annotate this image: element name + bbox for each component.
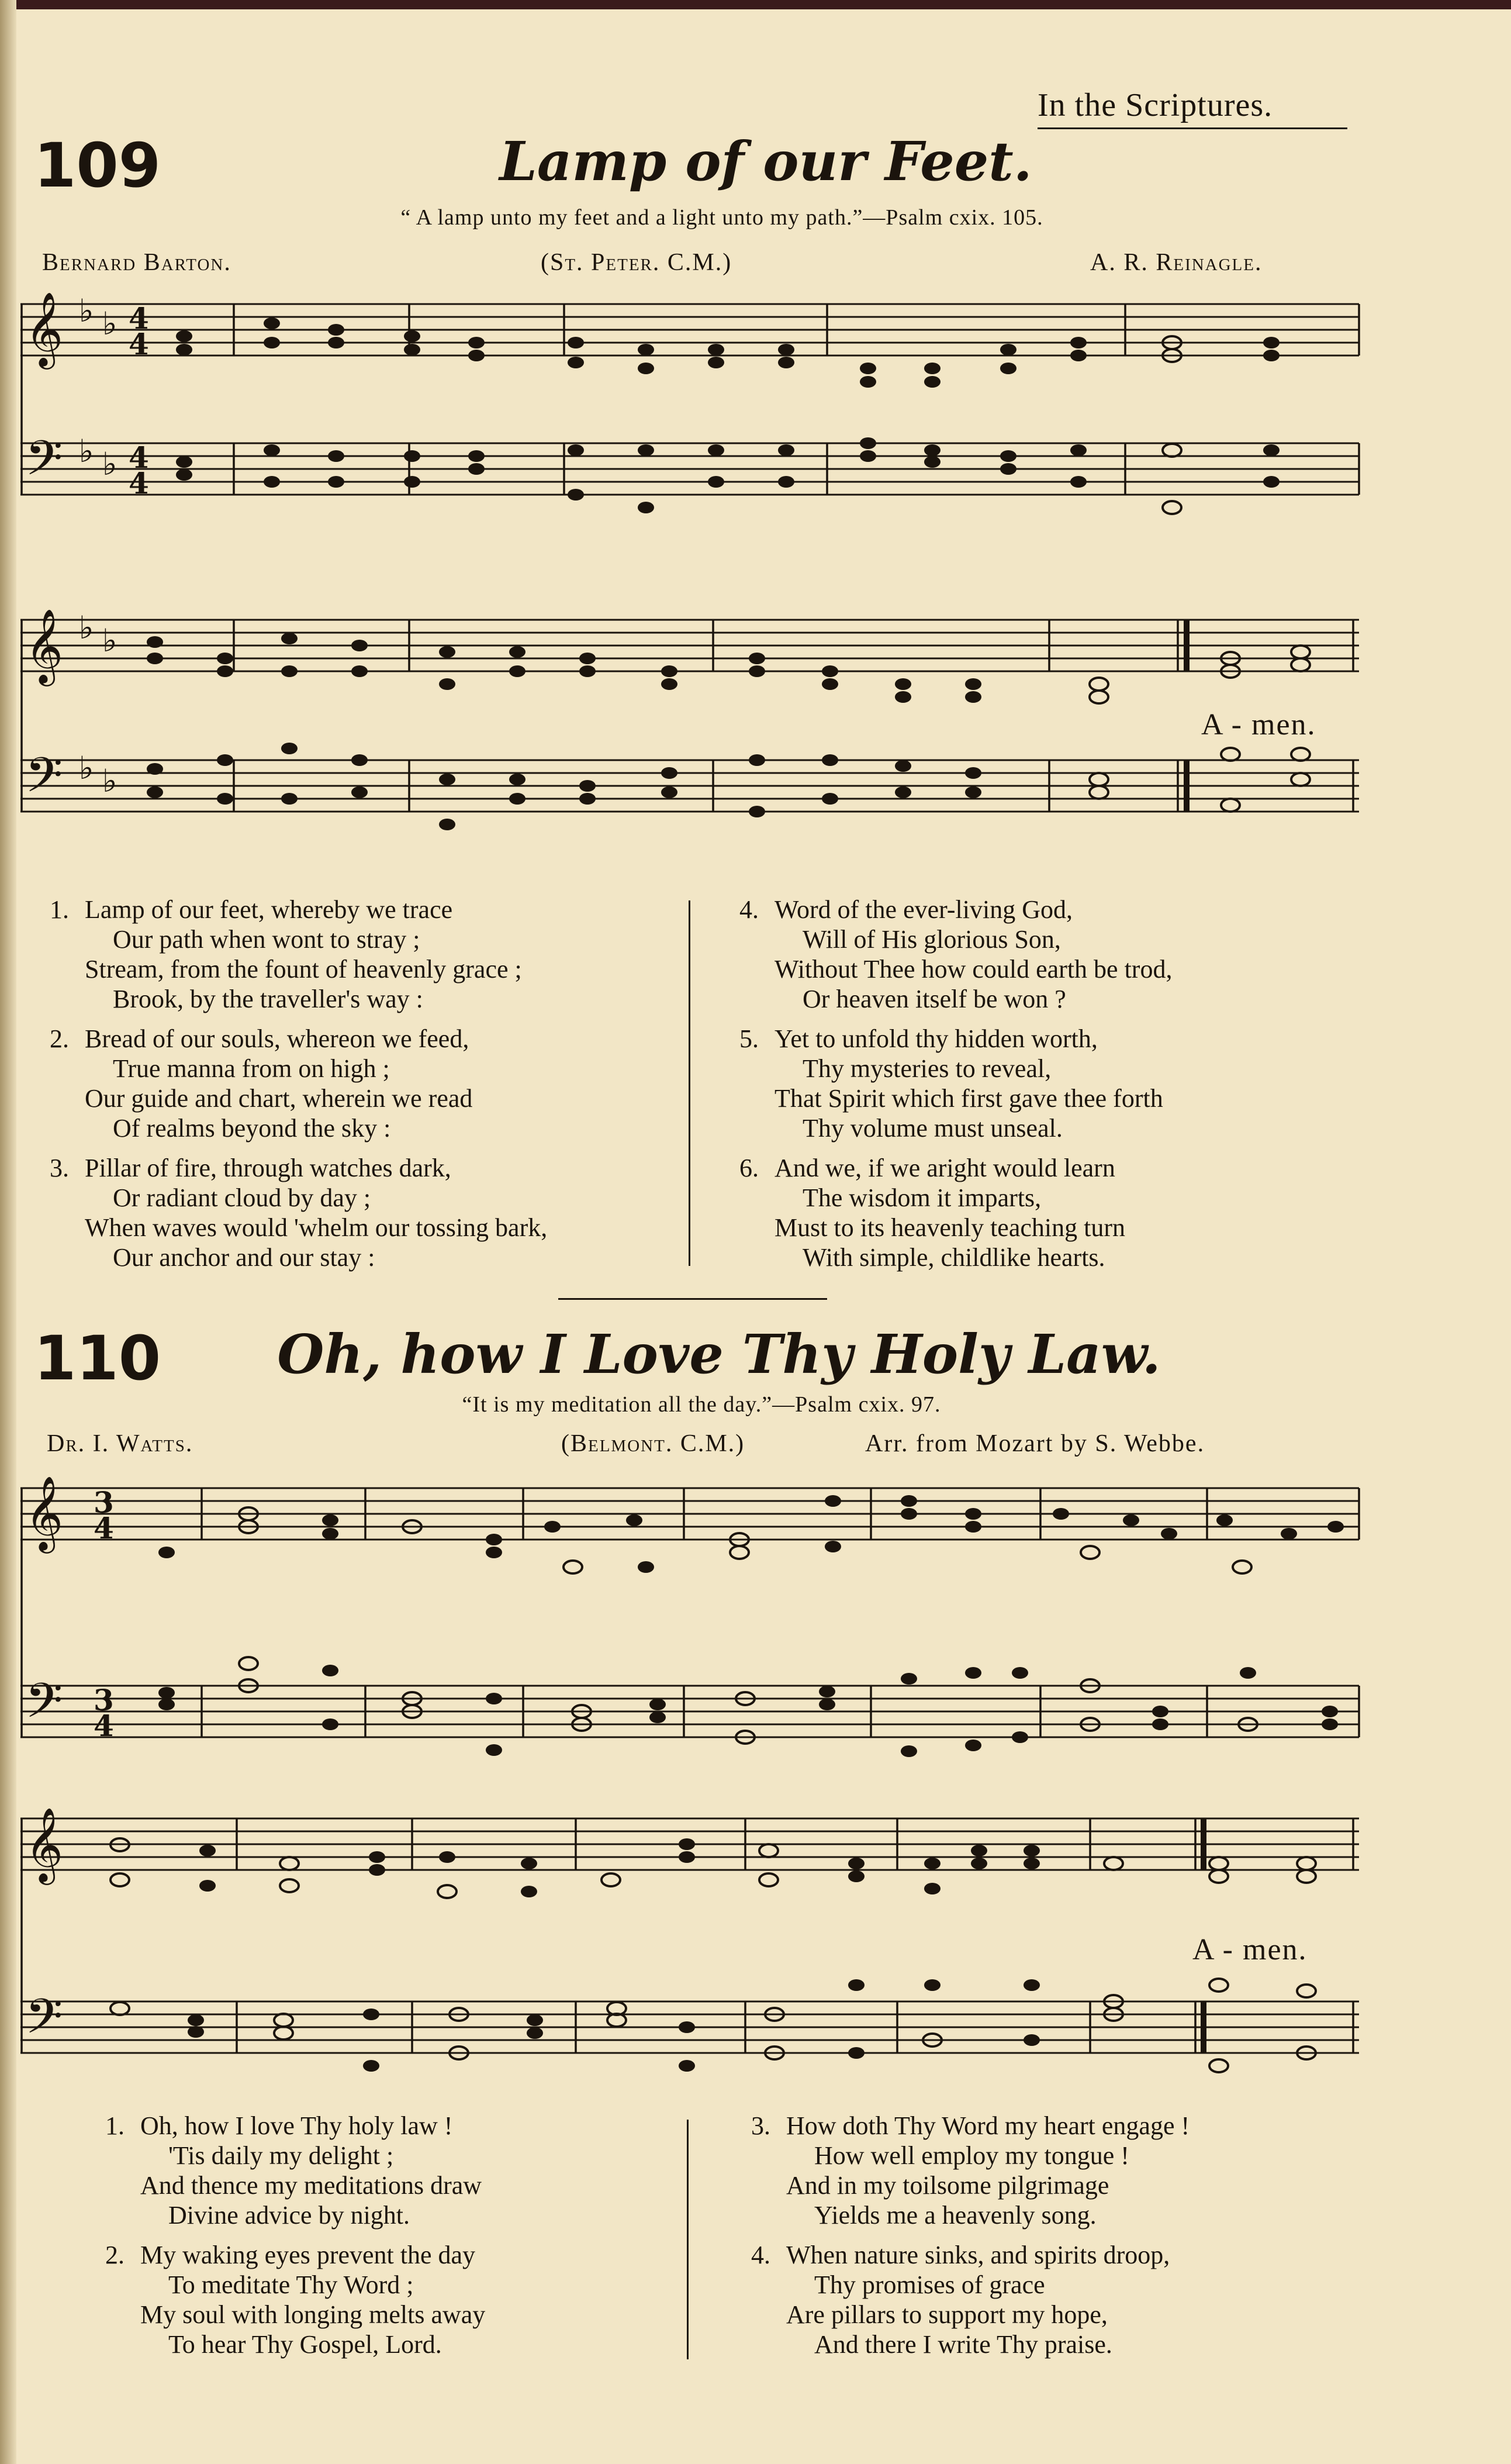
hymn-author: Dr. I. Watts.	[47, 1430, 193, 1457]
hymn-separator	[558, 1298, 827, 1300]
svg-text:♭: ♭	[79, 750, 94, 786]
verse-4: 4. Word of the ever-living God, Will of His glorious Son, Without Thee how could earth be trod, Or heaven itself be won ?	[739, 895, 1173, 1013]
verse-2: 2. My waking eyes prevent the day To meditate Thy Word ; My soul with longing melts away To hear Thy Gospel, Lord.	[105, 2241, 486, 2359]
svg-text:𝄞: 𝄞	[25, 291, 64, 366]
page-binding-edge	[0, 0, 16, 2464]
hymn-title: Oh, how I Love Thy Holy Law.	[277, 1323, 1161, 1386]
svg-text:4: 4	[94, 1709, 114, 1743]
svg-text:♭: ♭	[102, 446, 117, 482]
amen-label: A - men.	[1192, 1933, 1308, 1966]
verses-right-110	[751, 2111, 1365, 2369]
running-head: In the Scriptures.	[1038, 87, 1273, 123]
verse-5: 5. Yet to unfold thy hidden worth, Thy mysteries to reveal, That Spirit which first gave thee forth Thy volume must unseal.	[739, 1024, 1163, 1143]
verse-6: 6. And we, if we aright would learn The wisdom it imparts, Must to its heavenly teaching turn With simple, childlike hearts.	[739, 1154, 1125, 1272]
verse-3: 3. Pillar of fire, through watches dark, Or radiant cloud by day ; When waves would 'whelm our tossing bark, Our anchor and our stay :	[50, 1154, 548, 1272]
verses-left-109	[50, 895, 669, 1282]
svg-text:𝄞: 𝄞	[25, 1475, 64, 1550]
svg-text:♭: ♭	[102, 305, 117, 342]
svg-text:4: 4	[129, 440, 149, 475]
hymn-epigraph: “ A lamp unto my feet and a light unto my path.”—Psalm cxix. 105.	[400, 205, 1043, 230]
hymn-composer: Arr. from Mozart by S. Webbe.	[865, 1430, 1205, 1457]
hymn-author: Bernard Barton.	[42, 249, 231, 276]
svg-text:♭: ♭	[79, 433, 94, 470]
svg-text:𝄞: 𝄞	[25, 1807, 64, 1882]
hymn-tune: (St. Peter. C.M.)	[541, 249, 732, 276]
hymn-title: Lamp of our Feet.	[499, 130, 1032, 193]
hymn-tune: (Belmont. C.M.)	[561, 1430, 745, 1457]
svg-text:3: 3	[94, 1683, 114, 1717]
verse-4: 4. When nature sinks, and spirits droop, Thy promises of grace Are pillars to support my hope, And there I write Thy praise.	[751, 2241, 1170, 2359]
music-score-109	[15, 287, 1362, 871]
verses-right-109	[739, 895, 1382, 1282]
svg-text:♭: ♭	[79, 609, 94, 646]
svg-text:♭: ♭	[102, 622, 117, 659]
svg-text:𝄢: 𝄢	[25, 430, 63, 498]
verses-left-110	[105, 2111, 678, 2369]
hymn-epigraph: “It is my meditation all the day.”—Psalm cxix. 97.	[462, 1392, 941, 1417]
svg-text:4: 4	[129, 301, 149, 336]
svg-text:4: 4	[129, 466, 149, 501]
amen-label: A - men.	[1201, 708, 1316, 741]
verse-divider	[687, 2120, 689, 2359]
verse-2: 2. Bread of our souls, whereon we feed, True manna from on high ; Our guide and chart, wherein we read Of realms beyond the sky :	[50, 1024, 473, 1143]
svg-text:𝄢: 𝄢	[25, 1988, 63, 2056]
music-score-110	[15, 1471, 1362, 2125]
svg-text:𝄞: 𝄞	[25, 608, 64, 683]
hymn-composer: A. R. Reinagle.	[1090, 249, 1263, 276]
verse-3: 3. How doth Thy Word my heart engage ! How well employ my tongue ! And in my toilsome pilgrimage Yields me a heavenly song.	[751, 2111, 1190, 2230]
verse-divider	[689, 900, 690, 1266]
page-top-edge	[0, 0, 1511, 9]
running-head-rule	[1038, 127, 1347, 129]
verse-1: 1. Oh, how I love Thy holy law ! 'Tis daily my delight ; And thence my meditations draw Divine advice by night.	[105, 2111, 482, 2230]
svg-text:3: 3	[94, 1485, 114, 1520]
svg-text:♭: ♭	[102, 762, 117, 799]
svg-text:♭: ♭	[79, 292, 94, 329]
hymn-number: 110	[34, 1323, 161, 1394]
svg-text:4: 4	[94, 1511, 114, 1545]
hymn-number: 109	[34, 130, 161, 201]
svg-text:𝄢: 𝄢	[25, 1672, 63, 1741]
verse-1: 1. Lamp of our feet, whereby we trace Our path when wont to stray ; Stream, from the fount of heavenly grace ; Brook, by the traveller's way :	[50, 895, 522, 1013]
svg-text:𝄢: 𝄢	[25, 747, 63, 815]
svg-text:4: 4	[129, 327, 149, 361]
